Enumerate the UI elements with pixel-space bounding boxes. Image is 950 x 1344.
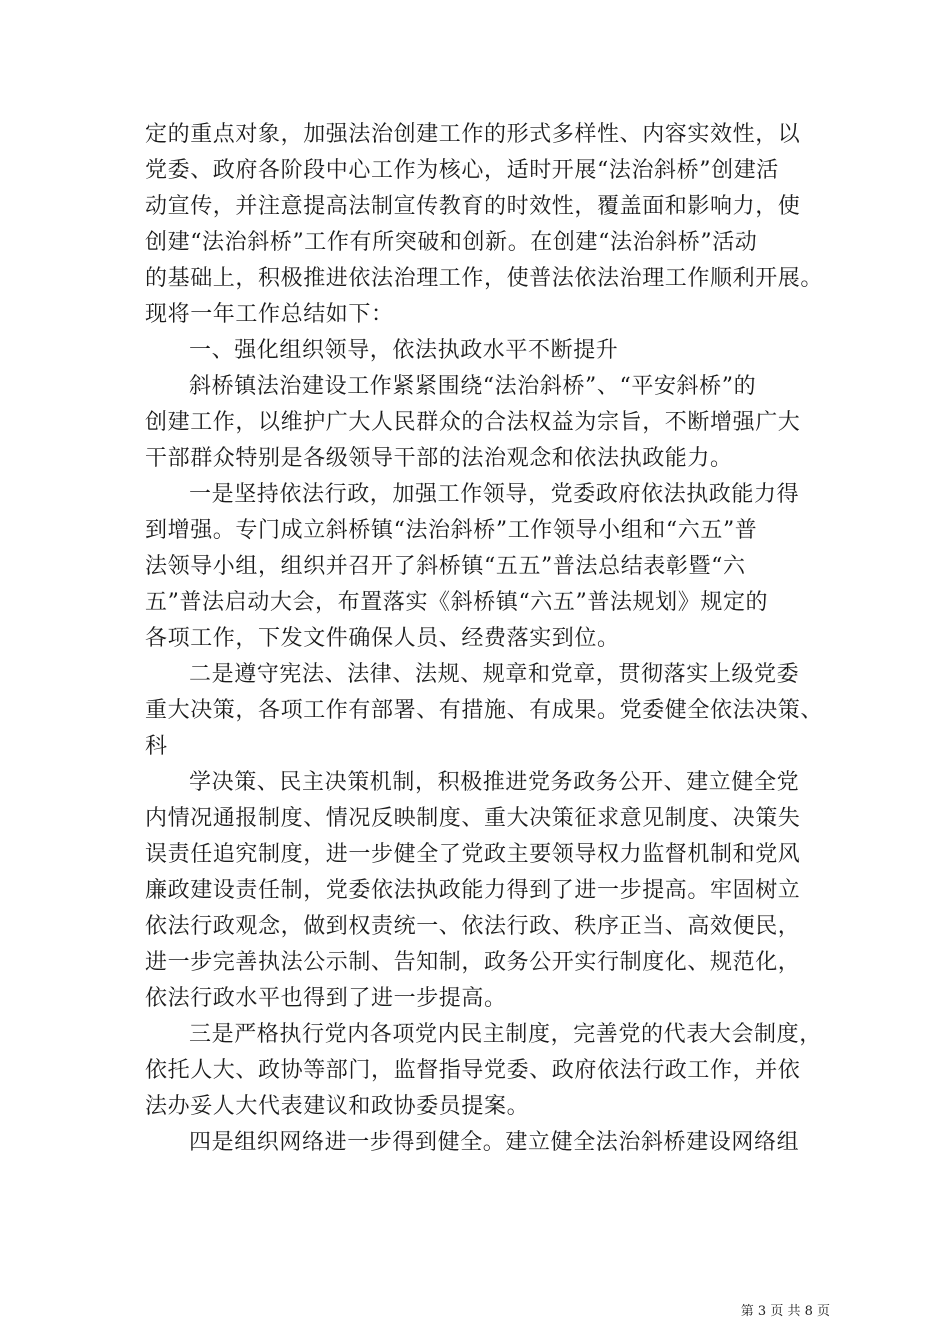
text-line: 学决策、民主决策机制，积极推进党务政务公开、建立健全党	[189, 770, 800, 795]
text-line: 进一步完善执法公示制、告知制，政务公开实行制度化、规范化，	[145, 950, 801, 975]
text-line: 党委、政府各阶段中心工作为核心，适时开展“法治斜桥”创建活	[145, 158, 779, 183]
text-line: 到增强。专门成立斜桥镇“法治斜桥”工作领导小组和“六五”普	[145, 518, 758, 543]
text-line: 干部群众特别是各级领导干部的法治观念和依法执政能力。	[145, 446, 733, 471]
text-line: 重大决策，各项工作有部署、有措施、有成果。党委健全依法决策、	[145, 698, 824, 723]
text-line: 内情况通报制度、情况反映制度、重大决策征求意见制度、决策失	[145, 806, 801, 831]
page-number: 第 3 页 共 8 页	[740, 1304, 830, 1319]
text-line: 三是严格执行党内各项党内民主制度，完善党的代表大会制度，	[189, 1022, 822, 1047]
section-heading: 一、强化组织领导，依法执政水平不断提升	[189, 338, 619, 363]
text-line: 一是坚持依法行政，加强工作领导，党委政府依法执政能力得	[189, 482, 800, 507]
document-body	[145, 117, 825, 1161]
text-line: 廉政建设责任制，党委依法执政能力得到了进一步提高。牢固树立	[145, 878, 801, 903]
text-line: 定的重点对象，加强法治创建工作的形式多样性、内容实效性，以	[145, 122, 801, 147]
text-line: 误责任追究制度，进一步健全了党政主要领导权力监督机制和党风	[145, 842, 801, 867]
text-line: 现将一年工作总结如下：	[145, 302, 394, 327]
text-line: 斜桥镇法治建设工作紧紧围绕“法治斜桥”、“平安斜桥”的	[189, 374, 757, 399]
text-line: 动宣传，并注意提高法制宣传教育的时效性，覆盖面和影响力，使	[145, 194, 801, 219]
text-line: 二是遵守宪法、法律、法规、规章和党章，贯彻落实上级党委	[189, 662, 800, 687]
text-line: 的基础上，积极推进依法治理工作，使普法依法治理工作顺利开展。	[145, 266, 824, 291]
text-line: 依托人大、政协等部门，监督指导党委、政府依法行政工作，并依	[145, 1058, 801, 1083]
text-line: 法办妥人大代表建议和政协委员提案。	[145, 1094, 530, 1119]
text-line: 依法行政观念，做到权责统一、依法行政、秩序正当、高效便民，	[145, 914, 801, 939]
text-line: 五”普法启动大会，布置落实《斜桥镇“六五”普法规划》规定的	[145, 590, 769, 615]
text-line: 法领导小组，组织并召开了斜桥镇“五五”普法总结表彰暨“六	[145, 554, 746, 579]
text-line: 创建工作，以维护广大人民群众的合法权益为宗旨，不断增强广大	[145, 410, 801, 435]
text-line: 四是组织网络进一步得到健全。建立健全法治斜桥建设网络组	[189, 1130, 800, 1155]
text-line: 科	[145, 734, 168, 759]
text-line: 依法行政水平也得到了进一步提高。	[145, 986, 507, 1011]
text-line: 各项工作，下发文件确保人员、经费落实到位。	[145, 626, 620, 651]
text-line: 创建“法治斜桥”工作有所突破和创新。在创建“法治斜桥”活动	[145, 230, 758, 255]
